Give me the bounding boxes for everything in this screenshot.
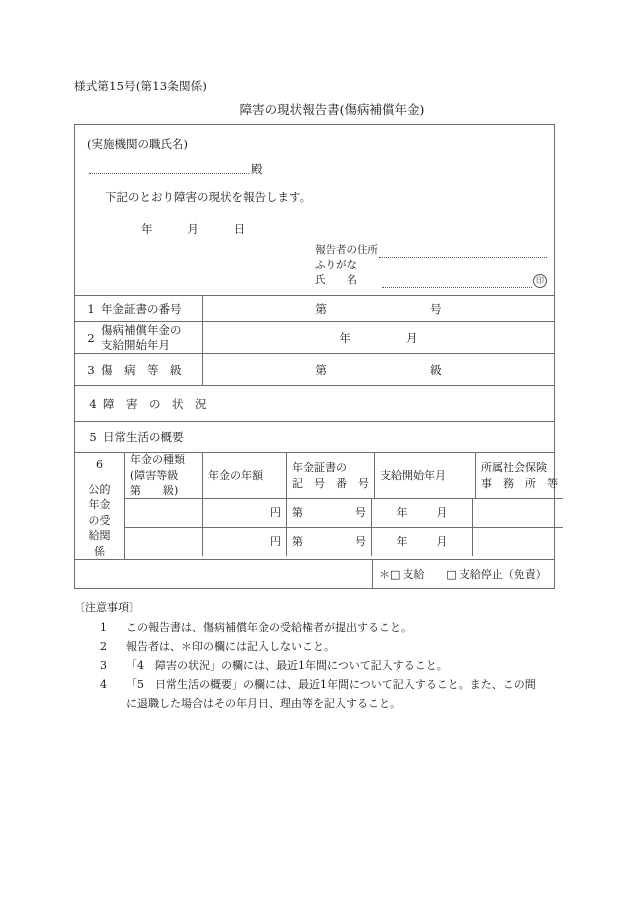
cell-start-date-2-year: 年 xyxy=(396,535,408,549)
reporter-address-row[interactable] xyxy=(315,243,547,258)
row-2-label xyxy=(101,323,196,353)
section-6-side-line-5: 係 xyxy=(94,544,105,558)
official-use-asterisk: ＊ xyxy=(379,568,390,581)
dono-honorific: 殿 xyxy=(251,162,263,176)
cell-pension-type-1[interactable] xyxy=(125,499,203,527)
row-3-suffix: 級 xyxy=(430,362,442,377)
reporter-furigana-row[interactable] xyxy=(315,258,547,273)
row-5-number: 5 xyxy=(89,430,97,444)
benefit-status-options[interactable] xyxy=(372,560,554,588)
section-6-side-line-4: 給関 xyxy=(88,529,111,542)
column-header-certificate-number-line2: 記 号 番 号 xyxy=(292,476,369,490)
section-6-header-row xyxy=(125,453,563,498)
row-1-label-cell xyxy=(75,296,203,321)
cell-annual-amount-2-unit: 円 xyxy=(270,535,281,549)
benefit-status-spacer xyxy=(75,560,372,588)
note-item xyxy=(100,675,574,694)
note-1-number: 1 xyxy=(100,621,107,634)
form-code: 様式第15号(第13条関係) xyxy=(74,79,208,93)
row-2-label-line1: 傷病補償年金の xyxy=(101,322,182,337)
seal-stamp-icon: 印 xyxy=(533,274,547,288)
reporter-name-label: 氏 名 xyxy=(315,274,357,286)
row-1-value-cell[interactable] xyxy=(203,296,554,321)
section-6-side-line-1: 公的 xyxy=(88,482,111,496)
date-day-label: 日 xyxy=(233,222,246,236)
note-2-text: 報告者は、＊印の欄には記入しないこと。 xyxy=(126,640,335,653)
column-header-insurance-office-line1: 所属社会保険 xyxy=(481,461,547,474)
section-6-side-line-2: 年金 xyxy=(88,498,111,511)
column-header-insurance-office-line2: 事 務 所 等 xyxy=(481,476,558,490)
cell-certificate-number-2-prefix: 第 xyxy=(292,535,303,549)
section-6-table xyxy=(125,453,563,559)
cell-annual-amount-1-unit: 円 xyxy=(270,506,281,520)
note-3-text: 「4 障害の状況」の欄には、最近1年間について記入すること。 xyxy=(126,659,448,672)
reporter-address-input[interactable] xyxy=(379,246,547,258)
notes-section xyxy=(74,598,574,713)
column-header-pension-type-line2: (障害等級 xyxy=(130,468,179,482)
row-4-label: 障 害 の 状 況 xyxy=(103,396,207,411)
reporter-furigana-label: ふりがな xyxy=(315,259,357,271)
row-4-cell xyxy=(75,386,554,421)
section-6-public-pension xyxy=(75,452,558,559)
reporter-name-row[interactable] xyxy=(315,273,547,288)
row-4-number: 4 xyxy=(89,396,97,411)
checkbox-suspended-icon[interactable]: □ xyxy=(446,567,457,581)
report-statement: 下記のとおり障害の現状を報告します。 xyxy=(105,190,312,204)
note-2-number: 2 xyxy=(100,640,107,653)
row-3-number: 3 xyxy=(87,362,95,377)
cell-certificate-number-1-inner xyxy=(292,505,366,521)
cell-certificate-number-1-suffix: 号 xyxy=(355,506,366,520)
cell-insurance-office-1[interactable] xyxy=(473,499,563,527)
table-row-daily-life-summary[interactable] xyxy=(75,421,554,452)
table-row-benefit-start-date xyxy=(75,321,554,353)
row-3-label-cell xyxy=(75,354,203,385)
row-1-prefix: 第 xyxy=(315,301,327,316)
checkbox-paid-icon[interactable]: □ xyxy=(390,567,401,581)
date-year-label: 年 xyxy=(141,222,153,236)
note-item xyxy=(100,656,574,675)
note-4-number: 4 xyxy=(100,678,107,691)
row-1-suffix: 号 xyxy=(430,301,442,316)
cell-start-date-1[interactable] xyxy=(372,499,473,527)
reporter-furigana-input[interactable] xyxy=(382,262,547,273)
note-1-text: この報告書は、傷病補償年金の受給権者が提出すること。 xyxy=(126,621,412,634)
row-2-number: 2 xyxy=(87,330,95,345)
cell-start-date-2-inner xyxy=(377,534,467,550)
row-5-label: 日常生活の概要 xyxy=(103,430,184,444)
cell-insurance-office-2[interactable] xyxy=(473,528,563,556)
table-row-injury-grade xyxy=(75,353,554,385)
row-3-label: 傷 病 等 級 xyxy=(101,362,182,377)
column-header-start-date-line1: 支給開始年月 xyxy=(380,468,446,482)
section-6-side-line-3: の受 xyxy=(88,513,111,527)
note-item xyxy=(100,637,574,656)
row-1-label: 年金証書の番号 xyxy=(101,301,182,316)
row-2-label-cell xyxy=(75,322,203,353)
cell-annual-amount-2[interactable] xyxy=(203,528,287,556)
reporter-info-block xyxy=(315,243,547,288)
report-date-line[interactable] xyxy=(141,221,246,237)
column-header-pension-type-line3: 第 級) xyxy=(130,484,179,498)
row-2-value-cell[interactable] xyxy=(203,322,554,353)
column-header-annual-amount-line1: 年金の年額 xyxy=(208,468,263,482)
cell-certificate-number-2-suffix: 号 xyxy=(355,535,366,549)
table-row[interactable] xyxy=(125,498,563,527)
row-1-value xyxy=(203,301,554,317)
row-2-label-line2: 支給開始年月 xyxy=(101,337,170,352)
row-2-year-label: 年 xyxy=(339,330,351,345)
column-header-insurance-office xyxy=(476,453,563,498)
row-1-number: 1 xyxy=(87,301,95,316)
row-5-cell xyxy=(75,422,554,452)
section-6-number: 6 xyxy=(96,458,103,471)
note-4-text-continued: に退職した場合はその年月日、理由等を記入すること。 xyxy=(126,697,401,710)
cell-start-date-1-year: 年 xyxy=(396,506,408,520)
row-2-value xyxy=(203,330,554,346)
notes-title: 〔注意事項〕 xyxy=(74,601,140,614)
cell-certificate-number-1[interactable] xyxy=(287,499,372,527)
addressee-write-line[interactable] xyxy=(89,173,249,174)
addressee-block xyxy=(75,125,554,295)
document-title: 障害の現状報告書(傷病補償年金) xyxy=(239,102,425,117)
note-3-number: 3 xyxy=(100,659,107,672)
row-3-prefix: 第 xyxy=(315,362,327,377)
benefit-status-row xyxy=(75,559,554,588)
row-3-value-cell[interactable] xyxy=(203,354,554,385)
column-header-annual-amount xyxy=(203,453,287,498)
column-header-start-date xyxy=(375,453,476,498)
column-header-certificate-number xyxy=(287,453,375,498)
cell-certificate-number-2[interactable] xyxy=(287,528,372,556)
row-3-value xyxy=(203,362,554,378)
reporter-name-input[interactable] xyxy=(382,276,532,288)
table-row[interactable] xyxy=(125,527,563,556)
cell-start-date-2-month: 月 xyxy=(436,535,448,549)
checkbox-paid-label: 支給 xyxy=(402,568,425,581)
reporter-address-label: 報告者の住所 xyxy=(315,244,378,256)
checkbox-suspended-label: 支給停止（免責） xyxy=(458,568,547,581)
cell-certificate-number-1-prefix: 第 xyxy=(292,506,303,520)
form-frame xyxy=(74,124,558,589)
section-6-side-label xyxy=(75,453,125,559)
cell-start-date-1-inner xyxy=(377,505,467,521)
implementing-agency-label: (実施機関の職氏名) xyxy=(87,137,188,151)
table-row-pension-certificate-number xyxy=(75,295,554,321)
column-header-certificate-number-line1: 年金証書の xyxy=(292,461,347,474)
cell-certificate-number-2-inner xyxy=(292,534,366,550)
cell-start-date-2[interactable] xyxy=(372,528,473,556)
cell-pension-type-2[interactable] xyxy=(125,528,203,556)
cell-start-date-1-month: 月 xyxy=(436,506,448,520)
column-header-pension-type-line1: 年金の種類 xyxy=(130,453,185,467)
date-month-label: 月 xyxy=(187,222,200,236)
column-header-pension-type xyxy=(125,453,203,498)
row-2-month-label: 月 xyxy=(406,330,418,345)
note-4-text: 「5 日常生活の概要」の欄には、最近1年間について記入すること。また、この間 xyxy=(126,678,536,691)
table-row-disability-status[interactable] xyxy=(75,385,554,421)
note-item xyxy=(100,618,574,637)
cell-annual-amount-1[interactable] xyxy=(203,499,287,527)
